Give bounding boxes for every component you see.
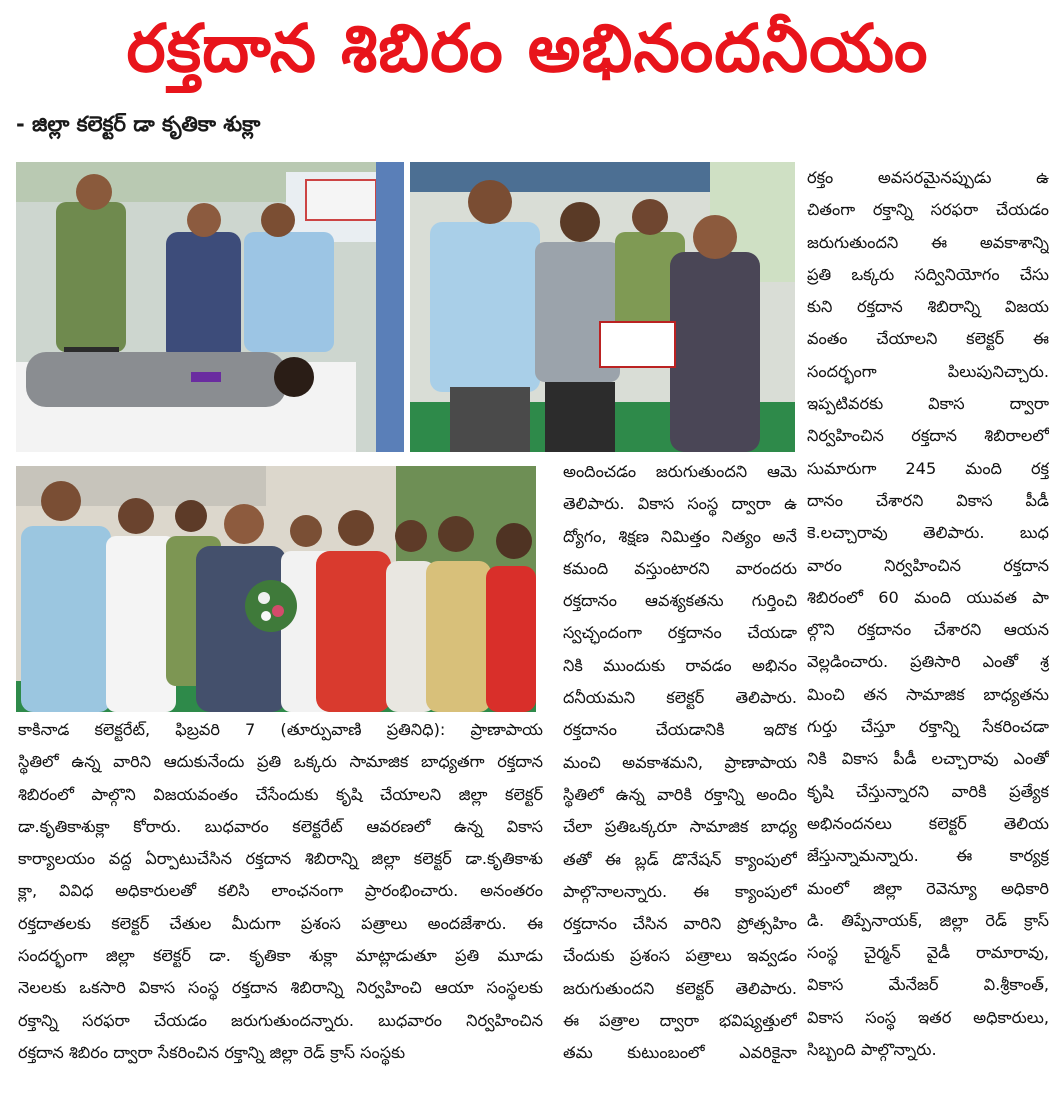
article-line: సందర్భంగా జిల్లా కలెక్టర్ డా. కృతికా శుక్లా మాట్లాడుతూ ప్రతి మూడు [18, 946, 543, 966]
article-line: రక్తదానం ఆవశ్యకతను గుర్తించి [563, 591, 797, 611]
article-line: జరుగుతుందని ఈ అవకాశాన్ని [807, 232, 1049, 252]
article-line: సందర్భంగా పిలుపునిచ్చారు. [807, 361, 1049, 381]
article-line: దనీయమని కలెక్టర్ తెలిపారు. [563, 688, 797, 708]
article-line: వికాస సంస్థ ఇతర అధికారులు, [807, 1007, 1049, 1027]
article-line: ద్యోగం, శిక్షణ నిమిత్తం నిత్యం అనే [563, 526, 797, 546]
article-line: ల్గొని రక్తదానం చేశారని ఆయన [807, 620, 1049, 640]
article-line: రక్తదానం చేసిన వారిని ప్రోత్సహిం [563, 914, 797, 934]
article-line: మించి తన సామాజిక బాధ్యతను [807, 684, 1049, 704]
article-line: రక్తాన్ని సరఫరా చేయడం జరుగుతుందన్నారు. బుధవారం నిర్వహించిన [18, 1010, 543, 1030]
photo-donor-bed [16, 162, 404, 452]
article-line: రక్తం అవసరమైనప్పుడు ఉ [807, 168, 1049, 187]
article-line: కమంది వస్తుంటారని వారందరు [563, 558, 797, 578]
article-line: జరుగుతుందని కలెక్టర్ తెలిపారు. [563, 978, 797, 998]
article-line: తతో ఈ బ్లడ్ డొనేషన్ క్యాంపులో [563, 849, 797, 869]
article-line: కాకినాడ కలెక్టరేట్, ఫిబ్రవరి 7 (తూర్పువాణి ప్రతినిధి): ప్రాణాపాయ [18, 720, 543, 739]
article-line: రక్తదానం చేయడానికి ఇదొక [563, 720, 797, 740]
article-line: గుర్తు చేస్తూ రక్తాన్ని సేకరించడా [807, 717, 1049, 737]
article-line: చేలా ప్రతిఒక్కరూ సామాజిక బాధ్య [563, 817, 797, 837]
article-line: స్థితిలో ఉన్న వారిని ఆదుకునేందు ప్రతి ఒక్కరు సామాజిక బాధ్యతగా రక్తదాన [18, 752, 543, 772]
article-line: తెలిపారు. వికాస సంస్థ ద్వారా ఉ [563, 494, 797, 514]
article-line: శిబిరంలో పాల్గొని విజయవంతం చేసేందుకు కృషి చేయాలని జిల్లా కలెక్టర్ [18, 784, 543, 804]
article-line: వికాస మేనేజర్ వి.శ్రీకాంత్, [807, 975, 1049, 995]
article-line: డి. తిప్పేనాయక్, జిల్లా రెడ్ క్రాస్ [807, 910, 1049, 930]
article-line: అందించడం జరుగుతుందని ఆమె [563, 462, 797, 481]
article-line: చేందుకు ప్రశంస పత్రాలు ఇవ్వడం [563, 946, 797, 966]
subhead-byline: - జిల్లా కలెక్టర్ డా కృతికా శుక్లా [16, 112, 261, 136]
photo-certificate [410, 162, 795, 452]
article-line: వంతం చేయాలని కలెక్టర్ ఈ [807, 329, 1049, 349]
article-line: నెలలకు ఒకసారి వికాస సంస్థ రక్తదాన శిబిరాన్ని నిర్వహించి ఆయా సంస్థలకు [18, 978, 543, 998]
article-line: సిబ్బంది పాల్గొన్నారు. [807, 1040, 937, 1060]
article-line: జేస్తున్నామన్నారు. ఈ కార్యక్ర [807, 846, 1049, 866]
article-line: ఇప్పటివరకు వికాస ద్వారా [807, 394, 1049, 414]
article-column-bottom [18, 714, 543, 1069]
article-line: అభినందనలు కలెక్టర్ తెలియ [807, 813, 1049, 833]
article-line: శిబిరంలో 60 మంది యువత పా [807, 587, 1049, 607]
article-line: చితంగా రక్తాన్ని సరఫరా చేయడం [807, 200, 1049, 220]
article-line: సంస్థ చైర్మన్ వైడీ రామారావు, [807, 943, 1049, 963]
article-line: వెల్లడించారు. ప్రతిసారి ఎంతో శ్ర [807, 652, 1049, 672]
article-line: కార్యాలయం వద్ద ఏర్పాటుచేసిన రక్తదాన శిబిరాన్ని జిల్లా కలెక్టర్ డా.కృతికాశు [18, 849, 543, 869]
article-line: మంలో జిల్లా రెవెన్యూ అధికారి [807, 878, 1049, 898]
article-line: మంచి అవకాశమని, ప్రాణాపాయ [563, 752, 797, 772]
article-line: నిర్వహించిన రక్తదాన శిబిరాలలో [807, 426, 1049, 446]
article-line: స్థితిలో ఉన్న వారికి రక్తాన్ని అందిం [563, 784, 797, 804]
article-line: కుని రక్తదాన శిబిరాన్ని విజయ [807, 297, 1049, 317]
article-line: క్లా, వివిధ అధికారులతో కలిసి లాంఛనంగా ప్రారంభించారు. అనంతరం [18, 881, 543, 901]
article-line: రక్తదాన శిబిరం ద్వారా సేకరించిన రక్తాన్ని జిల్లా రెడ్ క్రాస్ సంస్థకు [18, 1042, 406, 1062]
article-line: రక్తదాతలకు కలెక్టర్ చేతుల మీదుగా ప్రశంస పత్రాలు అందజేశారు. ఈ [18, 913, 543, 933]
article-line: ప్రతి ఒక్కరు సద్వినియోగం చేసు [807, 264, 1049, 284]
article-line: తమ కుటుంబంలో ఎవరికైనా [563, 1043, 797, 1063]
article-column-right [807, 162, 1049, 1066]
article-line: కృషి చేస్తున్నారని వారికి ప్రత్యేక [807, 781, 1049, 801]
article-line: దానం చేశారని వికాస పీడీ [807, 490, 1049, 510]
photo-bouquet [16, 466, 536, 712]
article-line: కె.లచ్చారావు తెలిపారు. బుధ [807, 523, 1049, 543]
article-line: స్వచ్ఛందంగా రక్తదానం చేయడా [563, 623, 797, 643]
article-line: వారం నిర్వహించిన రక్తదాన [807, 555, 1049, 575]
article-line: పాల్గొనాలన్నారు. ఈ క్యాంపులో [563, 881, 797, 901]
article-line: సుమారుగా 245 మంది రక్త [807, 458, 1049, 478]
article-line: నికి ముందుకు రావడం అభినం [563, 655, 797, 675]
headline: రక్తదాన శిబిరం అభినందనీయం [126, 10, 929, 87]
article-line: నికి వికాస పీడీ లచ్చారావు ఎంతో [807, 749, 1049, 769]
article-line: డా.కృతికాశుక్లా కోరారు. బుధవారం కలెక్టరేట్ ఆవరణలో ఉన్న వికాస [18, 816, 543, 836]
article-line: ఈ పత్రాల ద్వారా భవిష్యత్తులో [563, 1011, 797, 1031]
article-column-middle [563, 456, 797, 1070]
